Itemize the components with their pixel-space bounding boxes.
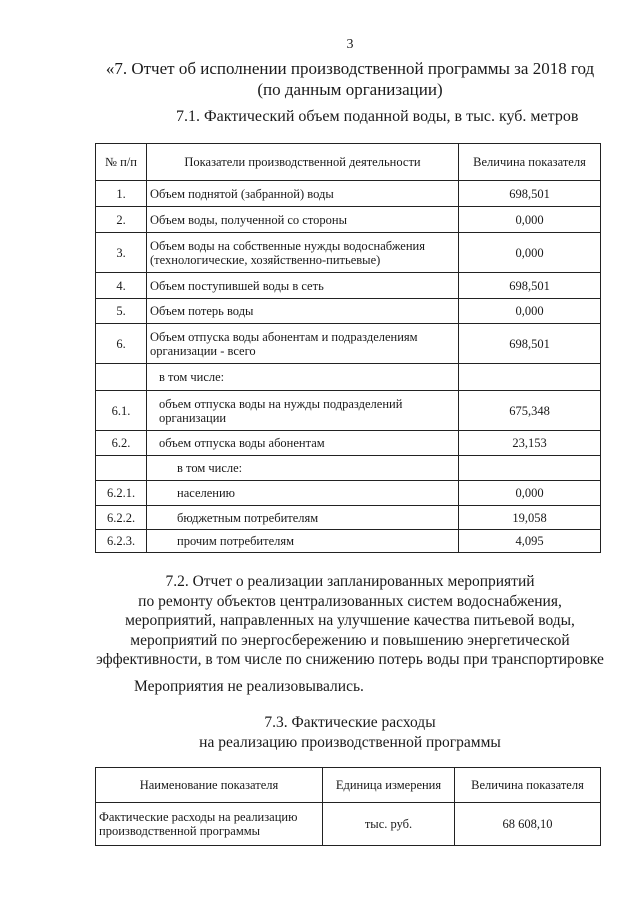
table-row [96,530,601,553]
row-unit: тыс. руб. [323,803,455,846]
header-indicator: Показатели производственной деятельности [147,144,459,181]
row-num: 1. [96,181,147,207]
row-name: Фактические расходы на реализацию производственной программы [96,803,323,846]
table-header-row [96,144,601,181]
row-value: 0,000 [459,299,601,324]
section-7-3-heading [0,713,640,752]
table-header-row [96,768,601,803]
table-row [96,431,601,456]
table-row [96,391,601,431]
table-row [96,233,601,273]
row-value [459,456,601,481]
row-num: 5. [96,299,147,324]
header-indicator-name: Наименование показателя [96,768,323,803]
header-value: Величина показателя [459,144,601,181]
table-row [96,456,601,481]
row-value: 0,000 [459,481,601,506]
row-value: 698,501 [459,324,601,364]
table-row [96,324,601,364]
row-value: 675,348 [459,391,601,431]
header-value: Величина показателя [455,768,601,803]
row-value: 0,000 [459,233,601,273]
row-name: объем отпуска воды абонентам [147,431,459,456]
row-value [459,364,601,391]
table-row [96,481,601,506]
section-7-3-line-1: 7.3. Фактические расходы [264,714,436,731]
expenses-table [95,767,601,846]
header-unit: Единица измерения [323,768,455,803]
row-value: 698,501 [459,273,601,299]
section-7-1-heading: 7.1. Фактический объем поданной воды, в тыс. куб. метров [176,108,579,125]
header-num: № п/п [96,144,147,181]
row-name: в том числе: [147,456,459,481]
row-num: 6.1. [96,391,147,431]
row-value: 68 608,10 [455,803,601,846]
row-value: 0,000 [459,207,601,233]
row-name: в том числе: [147,364,459,391]
row-value: 23,153 [459,431,601,456]
row-name: Объем поднятой (забранной) воды [147,181,459,207]
row-num: 6.2.3. [96,530,147,553]
row-num: 3. [96,233,147,273]
row-num [96,456,147,481]
row-name: бюджетным потребителям [147,506,459,530]
row-name: Объем воды на собственные нужды водоснабжения (технологические, хозяйственно-питьевые) [147,233,459,273]
section-7-2-line-2: по ремонту объектов централизованных систем водоснабжения, [138,592,562,610]
row-name: объем отпуска воды на нужды подразделений организации [147,391,459,431]
row-num: 6. [96,324,147,364]
title-line-1: «7. Отчет об исполнении производственной программы за 2018 год [105,59,595,78]
table-row [96,364,601,391]
table-row [96,273,601,299]
document-title [0,58,640,100]
table-row [96,207,601,233]
row-name: Объем потерь воды [147,299,459,324]
row-num: 2. [96,207,147,233]
water-volume-table [95,143,601,553]
row-value: 698,501 [459,181,601,207]
row-num: 6.2.2. [96,506,147,530]
row-name: Объем отпуска воды абонентам и подразделениям организации - всего [147,324,459,364]
table-row [96,181,601,207]
page-number: 3 [346,37,354,52]
table-row [96,803,601,846]
row-num: 4. [96,273,147,299]
row-num: 6.2. [96,431,147,456]
section-7-2-line-4: мероприятий по энергосбережению и повышению энергетической [130,631,570,649]
row-value: 19,058 [459,506,601,530]
section-7-2-line-1: 7.2. Отчет о реализации запланированных мероприятий [165,573,535,590]
table-row [96,299,601,324]
row-num: 6.2.1. [96,481,147,506]
title-line-2: (по данным организации) [257,80,443,99]
row-name: населению [147,481,459,506]
row-num [96,364,147,391]
row-name: прочим потребителям [147,530,459,553]
row-value: 4,095 [459,530,601,553]
row-name: Объем поступившей воды в сеть [147,273,459,299]
section-7-2-note: Мероприятия не реализовывались. [134,678,364,695]
section-7-2-line-3: мероприятий, направленных на улучшение качества питьевой воды, [125,612,575,629]
table-row [96,506,601,530]
section-7-2-line-5: эффективности, в том числе по снижению потерь воды при транспортировке [96,651,604,668]
section-7-3-line-2: на реализацию производственной программы [199,733,501,751]
row-name: Объем воды, полученной со стороны [147,207,459,233]
section-7-2-heading [0,572,640,670]
